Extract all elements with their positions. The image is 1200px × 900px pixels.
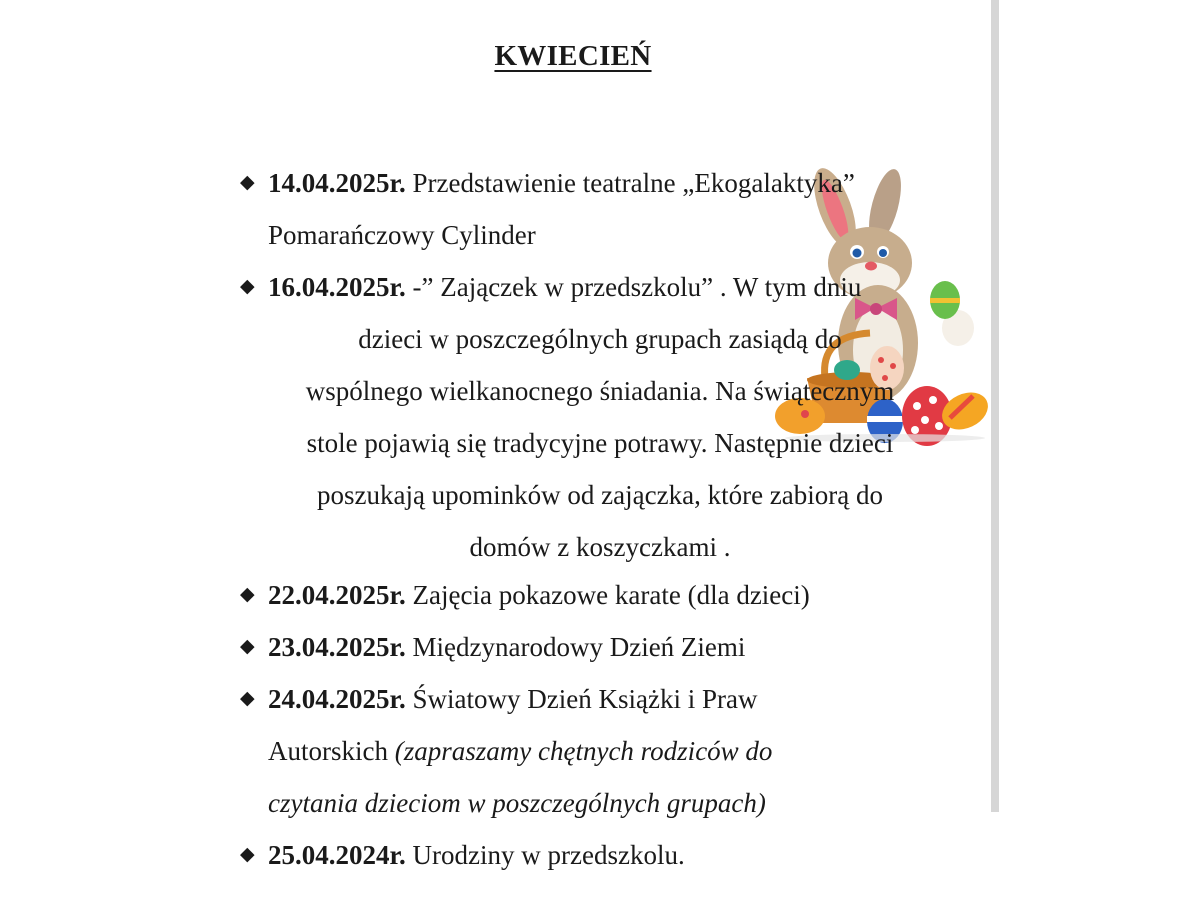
event-text: Międzynarodowy Dzień Ziemi — [405, 632, 746, 662]
event-text: Autorskich — [268, 736, 395, 766]
bullet-icon: ◆ — [240, 276, 255, 297]
bullet-icon: ◆ — [240, 688, 255, 709]
event-item — [268, 578, 810, 612]
event-date: 22.04.2025r. — [268, 580, 406, 610]
bullet-icon: ◆ — [240, 172, 255, 193]
event-continuation: Pomarańczowy Cylinder — [268, 220, 536, 250]
event-date: 23.04.2025r. — [268, 632, 406, 662]
event-continuation: dzieci w poszczególnych grupach zasiądą do — [358, 324, 842, 354]
event-text: -” Zajączek w przedszkolu” . W tym dniu — [405, 272, 862, 302]
event-date: 16.04.2025r. — [268, 272, 406, 302]
bullet-icon: ◆ — [240, 636, 255, 657]
event-text: Światowy Dzień Książki i Praw — [405, 684, 758, 714]
event-note: czytania dzieciom w poszczególnych grupach) — [268, 788, 766, 818]
event-item — [268, 682, 757, 716]
event-text: Zajęcia pokazowe karate (dla dzieci) — [405, 580, 810, 610]
bullet-icon: ◆ — [240, 844, 255, 865]
event-item — [268, 166, 855, 200]
event-date: 14.04.2025r. — [268, 168, 406, 198]
bullet-icon: ◆ — [240, 584, 255, 605]
event-text: Przedstawienie teatralne „Ekogalaktyka” — [405, 168, 855, 198]
event-continuation: poszukają upominków od zajączka, które zabiorą do — [316, 480, 884, 510]
page-title: KWIECIEŃ — [494, 40, 652, 72]
event-continuation: wspólnego wielkanocnego śniadania. Na świątecznym — [305, 376, 895, 406]
event-date: 25.04.2024r. — [268, 840, 406, 870]
event-date: 24.04.2025r. — [268, 684, 406, 714]
event-item — [268, 838, 685, 872]
event-continuation: stole pojawią się tradycyjne potrawy. Następnie dzieci — [306, 428, 894, 458]
event-text: Urodziny w przedszkolu. — [405, 840, 685, 870]
event-continuation: domów z koszyczkami . — [469, 532, 731, 562]
event-note: (zapraszamy chętnych rodziców do — [394, 736, 773, 766]
event-item — [268, 270, 861, 304]
event-item — [268, 630, 745, 664]
event-continuation — [268, 734, 772, 768]
